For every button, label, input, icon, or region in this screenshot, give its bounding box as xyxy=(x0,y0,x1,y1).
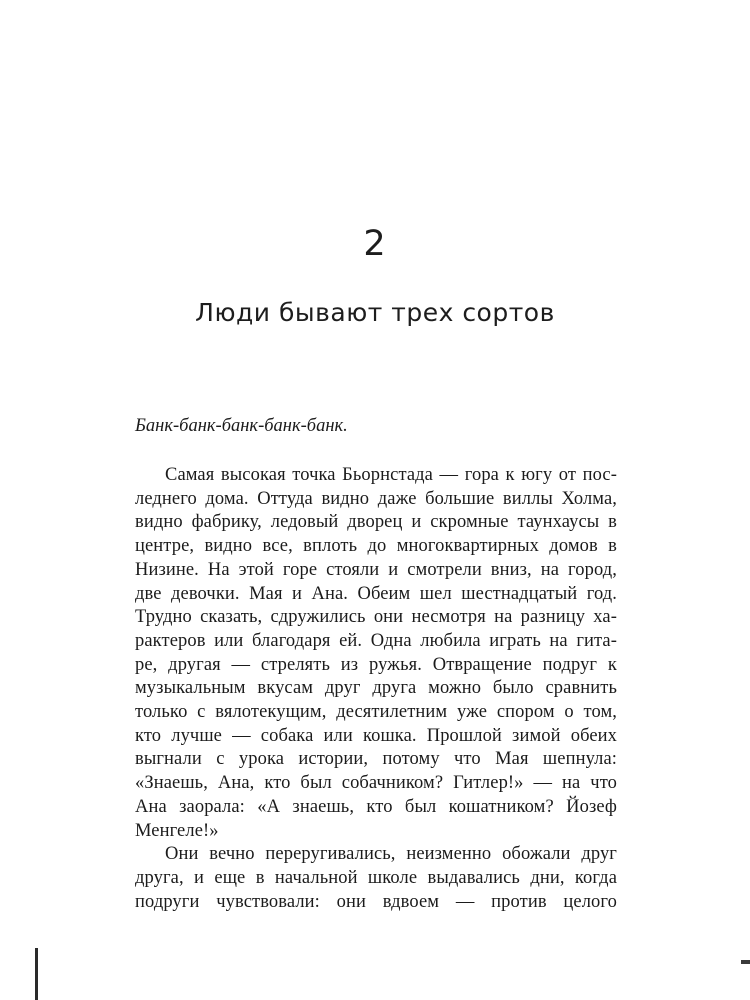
chapter-number: 2 xyxy=(363,224,387,264)
text-line: Низине. На этой горе стояли и смотрели вниз, на город, xyxy=(135,559,617,580)
text-line: ре, другая — стрелять из ружья. Отвращение подруг к xyxy=(135,654,617,675)
text-line: леднего дома. Оттуда видно даже большие виллы Холма, xyxy=(135,488,617,509)
text-line: Ана заорала: «А знаешь, кто был кошатником? Йозеф xyxy=(135,796,617,817)
text-line: выгнали с урока истории, потому что Мая шепнула: xyxy=(135,749,617,770)
text-line: музыкальным вкусам друг друга можно было сравнить xyxy=(135,678,617,699)
text-line: видно фабрику, ледовый дворец и скромные таунхаусы в xyxy=(135,512,617,533)
chapter-title: Люди бывают трех сортов xyxy=(195,298,555,327)
text-line: подруги чувствовали: они вдвоем — против целого xyxy=(135,891,617,912)
text-line: Менгеле!» xyxy=(135,820,219,841)
text-line: только с вялотекущим, десятилетним уже спором о том, xyxy=(135,702,617,723)
text-line: центре, видно все, вплоть до многоквартирных домов в xyxy=(135,536,617,557)
text-line: рактеров или благодаря ей. Одна любила играть на гита- xyxy=(135,630,617,651)
text-line: Трудно сказать, сдружились они несмотря на разницу ха- xyxy=(135,607,617,628)
text-line: две девочки. Мая и Ана. Обеим шел шестнадцатый год. xyxy=(135,583,617,604)
text-line: Они вечно переругивались, неизменно обожали друг xyxy=(165,844,617,865)
scan-artifact-right xyxy=(741,960,750,964)
text-line: Самая высокая точка Бьорнстада — гора к югу от пос- xyxy=(165,465,617,485)
body-text xyxy=(135,464,617,914)
text-line: друга, и еще в начальной школе выдавались дни, когда xyxy=(135,867,617,888)
epigraph-line: Банк-банк-банк-банк-банк. xyxy=(135,416,348,436)
text-line: кто лучше — собака или кошка. Прошлой зимой обеих xyxy=(135,725,617,746)
text-line: «Знаешь, Ана, кто был собачником? Гитлер!» — на что xyxy=(135,773,617,794)
scan-artifact-left xyxy=(35,948,38,1000)
paragraph xyxy=(135,464,617,843)
paragraph xyxy=(135,843,617,914)
